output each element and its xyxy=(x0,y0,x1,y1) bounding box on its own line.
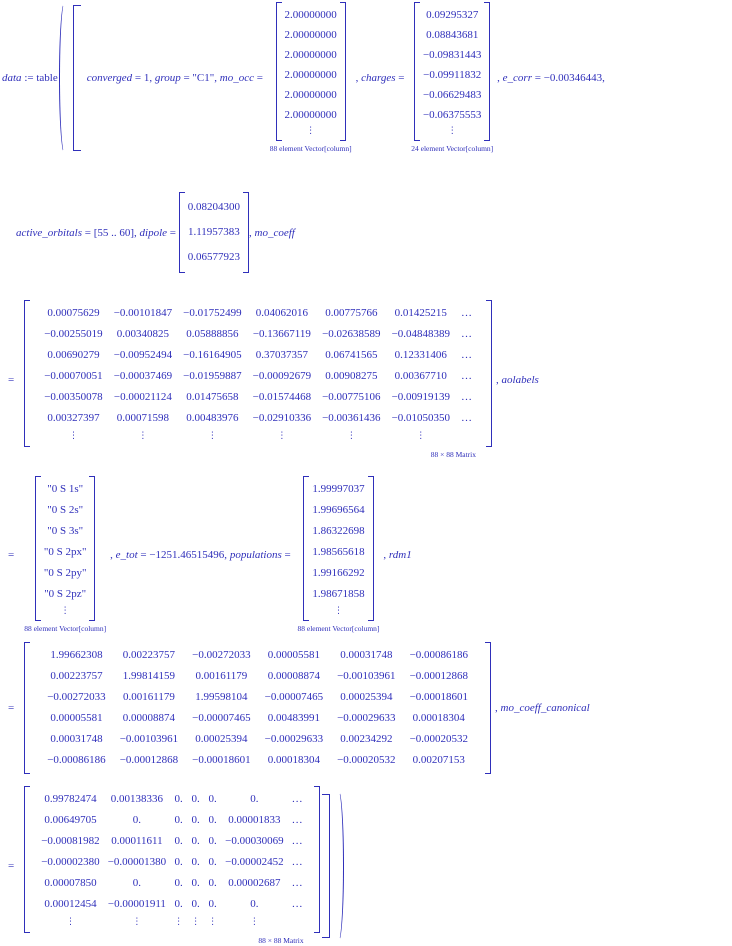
matrix-cell: −0.16164905 xyxy=(183,349,242,361)
matrix-cell: 0.99782474 xyxy=(44,793,97,805)
matrix-cell: 0.01475658 xyxy=(186,391,239,403)
math-text: = 1, xyxy=(132,72,155,84)
matrix-cell: −0.00020532 xyxy=(337,754,396,766)
matrix-cell: ⋮ xyxy=(174,917,184,927)
matrix-cell: −0.00001911 xyxy=(107,898,166,910)
math-text: := xyxy=(21,72,37,84)
matrix-cell: −0.00952494 xyxy=(113,349,173,361)
math-text: table xyxy=(36,72,58,84)
matrix-cell: 0. xyxy=(174,856,183,868)
vector-values xyxy=(285,5,337,125)
vector-value: 1.99696564 xyxy=(312,504,365,516)
matrix-grid xyxy=(33,303,483,444)
matrix-cell: 0. xyxy=(174,793,183,805)
vector-value: 1.98565618 xyxy=(312,546,365,558)
matrix-row xyxy=(47,750,468,771)
matrix-row xyxy=(41,810,302,831)
matrix-cell: 0.00031748 xyxy=(50,733,103,745)
matrix-row xyxy=(44,345,472,366)
math-text: populations xyxy=(229,549,282,561)
matrix-cell: 0. xyxy=(132,877,142,889)
vector-value: "0 S 1s" xyxy=(47,483,84,495)
matrix-cell: −0.00103961 xyxy=(119,733,179,745)
matrix-row xyxy=(41,852,302,873)
matrix-cell: … xyxy=(291,835,303,847)
matrix-cell: … xyxy=(461,370,473,382)
vector-value: 2.00000000 xyxy=(284,49,337,61)
math-text: , xyxy=(383,549,389,561)
vector-value: 2.00000000 xyxy=(284,109,337,121)
matrix-cell: −0.00101847 xyxy=(113,307,173,319)
math-text: group xyxy=(154,72,181,84)
mo-occ-vector xyxy=(270,2,352,154)
matrix-cell: 0. xyxy=(208,793,217,805)
math-text: , xyxy=(495,702,501,714)
matrix-cell: 0.00018304 xyxy=(267,754,320,766)
matrix-cell: −0.00002380 xyxy=(41,856,100,868)
matrix-cell: 0.00075629 xyxy=(47,307,100,319)
math-text: , xyxy=(496,374,502,386)
matrix-row xyxy=(41,873,302,894)
math-text: aolabels xyxy=(501,374,539,386)
matrix-cell: −0.00255019 xyxy=(44,328,103,340)
matrix-cell xyxy=(292,915,303,930)
matrix-cell: ⋮ xyxy=(346,431,356,441)
open-square-bracket-big xyxy=(73,5,81,151)
assignment-lhs xyxy=(2,72,58,84)
matrix-grid xyxy=(33,645,482,771)
matrix-cell: −0.00272033 xyxy=(192,649,251,661)
vector-value: 1.99997037 xyxy=(312,483,365,495)
matrix-cell: −0.00020532 xyxy=(409,733,469,745)
vector-value: "0 S 2pz" xyxy=(44,588,87,600)
matrix-cell: 0.00005581 xyxy=(50,712,103,724)
output-line-5 xyxy=(8,642,590,774)
matrix-cell: … xyxy=(461,391,473,403)
matrix-cell: −0.00775106 xyxy=(322,391,381,403)
math-text: dipole xyxy=(139,226,168,239)
matrix-cell: 0.00025394 xyxy=(195,733,248,745)
matrix-cell: −0.00029633 xyxy=(337,712,396,724)
vector-values xyxy=(423,5,481,125)
matrix-cell: 0. xyxy=(174,814,183,826)
matrix-cell: 0.00223757 xyxy=(50,670,103,682)
matrix-cell: 0. xyxy=(250,898,259,910)
math-text: = −1251.46515496, xyxy=(137,549,230,561)
math-text: , xyxy=(497,72,503,84)
matrix-cell: −0.00007465 xyxy=(192,712,251,724)
output-line-2 xyxy=(16,192,295,273)
math-text: e_corr xyxy=(502,72,532,84)
math-text: , xyxy=(355,72,362,84)
aolabels-label xyxy=(496,374,539,386)
matrix-row xyxy=(44,303,472,324)
vector-value: 1.11957383 xyxy=(187,226,240,238)
matrix-row xyxy=(41,789,302,810)
matrix-brackets xyxy=(24,642,491,774)
vector-value: 1.98671858 xyxy=(312,588,365,600)
matrix-cell: 0.00018304 xyxy=(412,712,465,724)
vector-value: 2.00000000 xyxy=(284,29,337,41)
matrix-brackets xyxy=(24,786,319,933)
matrix-cell: 0.00007850 xyxy=(44,877,97,889)
matrix-cell: 0.00138336 xyxy=(110,793,164,805)
vector-value: 0.06577923 xyxy=(187,251,240,263)
vector-value: 0.08204300 xyxy=(187,201,240,213)
matrix-cell: … xyxy=(461,412,473,424)
matrix-cell: 0.00207153 xyxy=(412,754,465,766)
matrix-cell: −0.13667119 xyxy=(252,328,311,340)
e-tot-populations-text xyxy=(110,549,293,561)
matrix-cell: ⋮ xyxy=(68,431,78,441)
matrix-cell: −0.00001380 xyxy=(107,856,167,868)
math-text: = [55 .. 60], xyxy=(82,226,140,239)
matrix-cell: 0.00161179 xyxy=(123,691,175,703)
vector-value: "0 S 2s" xyxy=(47,504,84,516)
equals-sign: = xyxy=(8,549,15,561)
matrix-cell: 0. xyxy=(208,898,217,910)
matrix-cell: 0.00690279 xyxy=(47,349,100,361)
vector-value: 0.09295327 xyxy=(426,9,479,21)
matrix-brackets xyxy=(24,300,492,447)
matrix-cell: 0.00483991 xyxy=(267,712,320,724)
math-text: , xyxy=(110,549,116,561)
matrix-cell: −0.02910336 xyxy=(252,412,312,424)
matrix-cell: −0.00092679 xyxy=(252,370,312,382)
mo-coeff-matrix xyxy=(24,300,492,460)
vector-value: 2.00000000 xyxy=(284,9,337,21)
matrix-row xyxy=(44,324,472,345)
rdm1-matrix xyxy=(24,642,491,774)
mo-coeff-canonical-label xyxy=(495,702,590,714)
matrix-cell: … xyxy=(291,877,303,889)
vector-values xyxy=(44,479,87,605)
vector-value: −0.06629483 xyxy=(422,89,482,101)
matrix-cell: 0.00340825 xyxy=(116,328,170,340)
matrix-cell: 0.00008874 xyxy=(267,670,320,682)
matrix-cell: … xyxy=(291,898,303,910)
matrix-cell: 0.00649705 xyxy=(44,814,97,826)
matrix-cell: 0.05888856 xyxy=(186,328,239,340)
matrix-cell: −0.00272033 xyxy=(47,691,106,703)
close-paren-big xyxy=(333,790,344,942)
matrix-cell: ⋮ xyxy=(191,917,201,927)
matrix-row xyxy=(47,666,468,687)
matrix-cell: 0.37037357 xyxy=(255,349,308,361)
vector-value: 2.00000000 xyxy=(284,89,337,101)
vector-caption: 88 element Vector[column] xyxy=(269,144,352,153)
vector-value: −0.09911832 xyxy=(423,69,482,81)
matrix-cell: −0.00919139 xyxy=(391,391,451,403)
matrix-cell: −0.00012868 xyxy=(409,670,469,682)
vertical-ellipsis: ⋮ xyxy=(333,606,343,616)
vector-value: 1.86322698 xyxy=(312,525,365,537)
matrix-cell: 0.00367710 xyxy=(394,370,447,382)
matrix-cell: −0.00012868 xyxy=(119,754,179,766)
mo-coeff-label xyxy=(249,227,295,239)
matrix-cell: −0.04848389 xyxy=(391,328,451,340)
matrix-cell: 0. xyxy=(191,793,200,805)
matrix-cell: 0. xyxy=(174,877,183,889)
matrix-cell: ⋮ xyxy=(65,917,75,927)
matrix-cell: 0.00483976 xyxy=(186,412,239,424)
matrix-cell: 0.00071598 xyxy=(116,412,170,424)
matrix-cell: 0.00234292 xyxy=(340,733,393,745)
matrix-cell: 0. xyxy=(208,877,217,889)
matrix-cell: 0. xyxy=(208,835,217,847)
matrix-cell: −0.00018601 xyxy=(409,691,469,703)
vector-value: −0.06375553 xyxy=(422,109,482,121)
matrix-cell: 0.04062016 xyxy=(255,307,308,319)
vertical-ellipsis: ⋮ xyxy=(447,126,457,136)
matrix-row xyxy=(47,729,468,750)
math-text: , xyxy=(249,226,255,239)
equals-sign: = xyxy=(8,860,15,872)
matrix-cell: 0. xyxy=(250,793,259,805)
matrix-cell: −0.02638589 xyxy=(322,328,381,340)
vector-brackets xyxy=(179,192,249,273)
matrix-cell: 1.99598104 xyxy=(195,691,248,703)
vector-value: "0 S 2py" xyxy=(43,567,87,579)
math-text: charges xyxy=(361,72,396,84)
matrix-cell: −0.01574468 xyxy=(252,391,312,403)
matrix-cell: 0.00031748 xyxy=(340,649,393,661)
vector-value: 1.99166292 xyxy=(312,567,365,579)
math-text: converged xyxy=(86,72,133,84)
matrix-cell: −0.01050350 xyxy=(391,412,451,424)
matrix-cell: … xyxy=(461,307,473,319)
math-text: rdm1 xyxy=(388,549,412,561)
matrix-cell: 0.00908275 xyxy=(325,370,378,382)
matrix-cell: ⋮ xyxy=(207,431,217,441)
math-text: e_tot xyxy=(115,549,138,561)
output-line-6 xyxy=(8,786,345,946)
matrix-cell: 0.00001833 xyxy=(228,814,281,826)
matrix-cell: 0. xyxy=(191,814,200,826)
matrix-cell: −0.00002452 xyxy=(225,856,284,868)
matrix-cell: 0.00025394 xyxy=(340,691,393,703)
matrix-row xyxy=(47,708,468,729)
matrix-cell: 0. xyxy=(208,856,217,868)
matrix-cell: 0.00223757 xyxy=(122,649,176,661)
populations-vector xyxy=(297,476,379,634)
vector-brackets xyxy=(276,2,346,141)
math-text: mo_coeff xyxy=(254,226,295,239)
matrix-cell: 0.00327397 xyxy=(47,412,100,424)
matrix-row xyxy=(41,894,302,915)
matrix-cell: … xyxy=(291,814,303,826)
matrix-cell: 0. xyxy=(191,877,200,889)
active-orbitals-text xyxy=(16,227,179,239)
vector-value: "0 S 3s" xyxy=(47,525,84,537)
vector-caption: 88 element Vector[column] xyxy=(24,624,107,633)
matrix-cell: ⋮ xyxy=(132,917,142,927)
matrix-cell: 1.99814159 xyxy=(122,670,176,682)
matrix-cell: 0.00008874 xyxy=(122,712,176,724)
matrix-cell: −0.00086186 xyxy=(47,754,106,766)
open-paren-big xyxy=(59,2,70,154)
table-args-text xyxy=(87,72,266,84)
matrix-cell: … xyxy=(291,856,303,868)
matrix-cell: 0. xyxy=(191,898,200,910)
matrix-cell: −0.00029633 xyxy=(264,733,324,745)
matrix-grid xyxy=(33,789,310,930)
matrix-row xyxy=(47,645,468,666)
vector-value: 0.08843681 xyxy=(426,29,479,41)
matrix-cell: 0. xyxy=(174,898,183,910)
vector-caption: 88 element Vector[column] xyxy=(297,624,380,633)
matrix-row xyxy=(44,408,472,429)
matrix-cell: 0. xyxy=(174,835,183,847)
matrix-cell: −0.01959887 xyxy=(183,370,242,382)
math-text: = "C1", xyxy=(180,72,220,84)
vector-value: "0 S 2px" xyxy=(43,546,87,558)
math-text: = xyxy=(167,226,179,239)
matrix-caption: 88 × 88 Matrix xyxy=(430,450,477,459)
matrix-row xyxy=(41,915,302,930)
vector-brackets xyxy=(303,476,373,621)
charges-vector xyxy=(411,2,493,154)
matrix-cell: −0.00361436 xyxy=(322,412,381,424)
matrix-cell: −0.00007465 xyxy=(264,691,324,703)
matrix-cell: … xyxy=(461,349,473,361)
matrix-cell: ⋮ xyxy=(138,431,148,441)
vector-caption: 24 element Vector[column] xyxy=(411,144,494,153)
matrix-row xyxy=(44,387,472,408)
matrix-cell: 0. xyxy=(132,814,142,826)
output-line-1 xyxy=(2,2,605,154)
matrix-cell: ⋮ xyxy=(277,431,287,441)
matrix-cell: 0.00775766 xyxy=(325,307,378,319)
matrix-cell: −0.00103961 xyxy=(337,670,396,682)
close-square-bracket-big xyxy=(322,794,330,938)
matrix-cell: 0. xyxy=(191,856,200,868)
math-text: = xyxy=(281,549,294,561)
matrix-cell: −0.00021124 xyxy=(113,391,172,403)
matrix-row xyxy=(44,429,472,444)
charges-label xyxy=(356,72,408,84)
matrix-cell: −0.01752499 xyxy=(183,307,242,319)
matrix-cell: 0.00011611 xyxy=(111,835,163,847)
aolabels-vector xyxy=(24,476,106,634)
matrix-cell: −0.00070051 xyxy=(44,370,103,382)
vector-values xyxy=(188,195,240,270)
math-text: = xyxy=(253,72,266,84)
vector-brackets xyxy=(35,476,96,621)
matrix-cell: 0.00012454 xyxy=(44,898,97,910)
vector-value: −0.09831443 xyxy=(422,49,482,61)
matrix-cell: −0.00037469 xyxy=(113,370,173,382)
vector-brackets xyxy=(414,2,490,141)
matrix-cell: −0.00081982 xyxy=(41,835,100,847)
matrix-cell: 0. xyxy=(208,814,217,826)
math-text: data xyxy=(2,72,22,84)
vertical-ellipsis: ⋮ xyxy=(306,126,316,136)
mo-coeff-canonical-matrix xyxy=(24,786,319,946)
math-text: = xyxy=(395,72,408,84)
matrix-cell: 0.00002687 xyxy=(228,877,281,889)
matrix-cell: ⋮ xyxy=(249,917,259,927)
equals-sign: = xyxy=(8,374,15,386)
matrix-cell: 0.06741565 xyxy=(325,349,378,361)
matrix-row xyxy=(47,687,468,708)
matrix-cell: −0.00086186 xyxy=(409,649,469,661)
matrix-cell: −0.00030069 xyxy=(225,835,284,847)
equals-sign: = xyxy=(8,702,15,714)
vector-values xyxy=(312,479,364,605)
matrix-cell: 0.00161179 xyxy=(195,670,248,682)
vector-value: 2.00000000 xyxy=(284,69,337,81)
matrix-cell: ⋮ xyxy=(208,917,218,927)
matrix-cell: 1.99662308 xyxy=(50,649,103,661)
matrix-cell: 0.01425215 xyxy=(394,307,447,319)
math-text: active_orbitals xyxy=(16,226,82,239)
matrix-cell: −0.00018601 xyxy=(192,754,251,766)
matrix-caption: 88 × 88 Matrix xyxy=(258,936,304,945)
matrix-cell: … xyxy=(461,328,473,340)
math-text: = −0.00346443, xyxy=(532,72,605,84)
matrix-row xyxy=(44,366,472,387)
math-text: mo_coeff_canonical xyxy=(500,702,590,714)
matrix-cell: 0.00005581 xyxy=(267,649,320,661)
matrix-cell: 0.12331406 xyxy=(394,349,447,361)
rdm1-label xyxy=(383,549,411,561)
output-line-3 xyxy=(8,300,539,460)
matrix-cell: ⋮ xyxy=(416,431,426,441)
matrix-cell: 0. xyxy=(191,835,200,847)
matrix-row xyxy=(41,831,302,852)
matrix-cell: … xyxy=(291,793,303,805)
dipole-vector xyxy=(179,192,249,273)
matrix-cell xyxy=(461,429,472,444)
e-corr-text xyxy=(497,72,605,84)
matrix-cell: −0.00350078 xyxy=(44,391,103,403)
math-text: mo_occ xyxy=(219,72,254,84)
vertical-ellipsis: ⋮ xyxy=(60,606,70,616)
output-line-4 xyxy=(8,476,412,634)
